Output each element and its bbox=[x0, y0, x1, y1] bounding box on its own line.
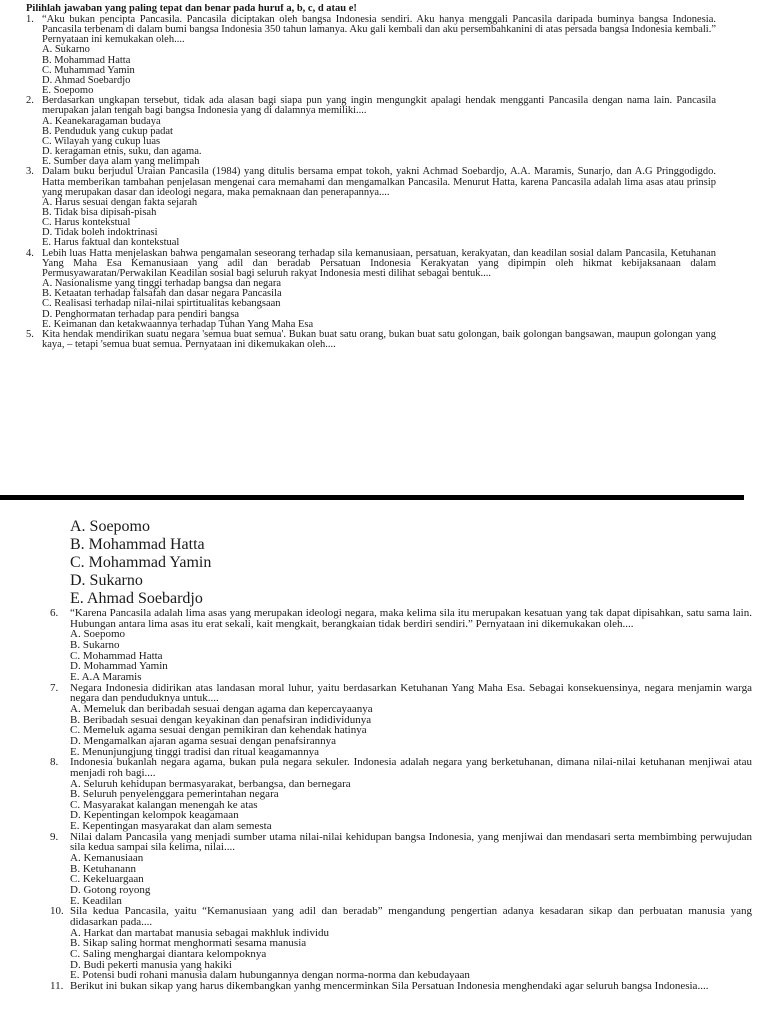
question-item bbox=[50, 683, 752, 758]
question-number: 5. bbox=[26, 328, 34, 340]
answer-option: A. Memeluk dan beribadah sesuai dengan agama dan kepercayaanya bbox=[70, 702, 373, 715]
answer-option: D. Penghormatan terhadap para pendiri bangsa bbox=[42, 308, 240, 320]
continued-options bbox=[50, 518, 752, 608]
option-list bbox=[26, 45, 716, 96]
question-row bbox=[50, 683, 752, 704]
question-row bbox=[50, 832, 752, 853]
option-list bbox=[50, 853, 752, 906]
question-text: Lebih luas Hatta menjelaskan bahwa pengamalan seseorang terhadap sila kemanusiaan, persatuan, kerakyatan, dan keadilan sosial dalam Pancasila, Ketuhanan Yang Maha Esa Kemanusiaan yang adil dan beradab Persatuan Indonesia Kerakyatan yang dipimpin oleh hikmat kebijaksanaan dalam Permusyawaratan/Perwakilan Keadilan sosial bagi seluruh rakyat Indonesia mesti dilihat sebagai bentuk.... bbox=[42, 247, 716, 279]
answer-option: E. Keimanan dan ketakwaannya terhadap Tuhan Yang Maha Esa bbox=[42, 318, 314, 330]
answer-option: B. Mohammad Hatta bbox=[70, 536, 205, 553]
question-item bbox=[26, 167, 716, 248]
question-row bbox=[26, 96, 716, 116]
answer-option: B. Sukarno bbox=[70, 638, 120, 651]
instruction-text: Pilihlah jawaban yang paling tepat dan benar pada huruf a, b, c, d atau e! bbox=[26, 4, 357, 14]
answer-option: A. Soepomo bbox=[70, 518, 150, 535]
answer-option: C. Realisasi terhadap nilai-nilai spirtitualitas kebangsaan bbox=[42, 298, 281, 310]
option-list bbox=[26, 117, 716, 168]
answer-option: E. A.A Maramis bbox=[70, 670, 142, 683]
answer-option: D. keragaman etnis, suku, dan agama. bbox=[42, 146, 202, 158]
question-text: “Karena Pancasila adalah lima asas yang merupakan ideologi negara, maka kelima sila itu merupakan kesatuan yang tak dapat dipisahkan, satu sama lain. Hubungan antara lima asas itu erat sekali, kait mengkait, berangkaian tidak berdiri sendiri.” Pernyataan ini dikemukakan oleh.... bbox=[70, 607, 752, 630]
question-item bbox=[26, 249, 716, 330]
question-list bbox=[26, 15, 716, 350]
question-text: Kita hendak mendirikan suatu negara 'semua buat semua'. Bukan buat satu orang, bukan buat satu golongan, baik golongan bangsawan, maupun golongan yang kaya, – tetapi 'semua buat semua. Pernyataan ini dikemukakan oleh.... bbox=[42, 328, 716, 350]
answer-option: A. Nasionalisme yang tinggi terhadap bangsa dan negara bbox=[42, 278, 282, 290]
question-item bbox=[50, 906, 752, 981]
question-text: Negara Indonesia didirikan atas landasan moral luhur, yaitu berdasarkan Ketuhanan Yang Maha Esa. Sebagai konsekuensinya, negara menjamin warga negara dan penduduknya untuk.... bbox=[70, 681, 752, 705]
question-item bbox=[50, 608, 752, 683]
answer-option: C. Harus kontekstual bbox=[42, 217, 131, 229]
option-list bbox=[26, 198, 716, 249]
question-item bbox=[50, 981, 752, 992]
answer-option: D. Budi pekerti manusia yang hakiki bbox=[70, 958, 232, 971]
question-text: Sila kedua Pancasila, yaitu “Kemanusiaan yang adil dan beradab” mengandung pengertian adanya kesadaran sikap dan perbuatan manusia yang didasarkan pada.... bbox=[70, 905, 752, 929]
question-item bbox=[26, 96, 716, 167]
answer-option: B. Ketaatan terhadap falsafah dan dasar negara Pancasila bbox=[42, 288, 282, 300]
answer-option: D. Gotong royong bbox=[70, 884, 151, 897]
option-list bbox=[50, 704, 752, 757]
answer-option: C. Muhammad Yamin bbox=[42, 64, 135, 76]
answer-option: E. Kepentingan masyarakat dan alam semesta bbox=[70, 820, 272, 833]
question-text: Dalam buku berjudul Uraian Pancasila (1984) yang ditulis bersama empat tokoh, yakni Achmad Soebardjo, A.A. Maramis, Sunarjo, dan A.G Pringgodigdo. Hatta memberikan tambahan penjelasan mengenai cara memahami dan mengamalkan Pancasila. Menurut Hatta, karena Pancasila adalah lima asas atau prinsip yang merupakan dasar dan ideologi negara, maka pemaknaan dan penerapannya.... bbox=[42, 166, 716, 198]
option-list bbox=[50, 629, 752, 682]
answer-option: E. Soepomo bbox=[42, 85, 94, 97]
question-item bbox=[50, 832, 752, 907]
question-item bbox=[50, 757, 752, 832]
question-row bbox=[50, 608, 752, 629]
answer-option: A. Harkat dan martabat manusia sebagai makhluk individu bbox=[70, 926, 330, 939]
answer-option: D. Mengamalkan ajaran agama sesuai dengan penafsirannya bbox=[70, 734, 337, 747]
answer-option: D. Sukarno bbox=[70, 572, 143, 589]
page-two bbox=[0, 518, 768, 1024]
question-number: 9. bbox=[50, 830, 59, 843]
question-item bbox=[26, 330, 716, 350]
question-row bbox=[26, 249, 716, 279]
question-row bbox=[26, 15, 716, 45]
answer-option: A. Kemanusiaan bbox=[70, 852, 144, 865]
answer-option: A. Seluruh kehidupan bermasyarakat, berbangsa, dan bernegara bbox=[70, 777, 351, 790]
answer-option: E. Harus faktual dan kontekstual bbox=[42, 237, 180, 249]
question-text: Nilai dalam Pancasila yang menjadi sumber utama nilai-nilai kehidupan bangsa Indonesia, yang menjiwai dan mendasari serta membimbing perwujudan sila kedua sampai sila kelima, nilai.... bbox=[70, 830, 752, 854]
answer-option: B. Ketuhanann bbox=[70, 862, 136, 875]
question-row bbox=[50, 757, 752, 778]
question-number: 11. bbox=[50, 979, 64, 992]
answer-option: C. Mohammad Yamin bbox=[70, 554, 212, 571]
answer-option: A. Keanekaragaman budaya bbox=[42, 115, 161, 127]
question-text: Indonesia bukanlah negara agama, bukan pula negara sekuler. Indonesia adalah negara yang berketuhanan, dimana nilai-nilai ketuhanan menjiwai atau menjadi roh bagi.... bbox=[70, 756, 752, 779]
answer-option: B. Seluruh penyelenggara pemerintahan negara bbox=[70, 788, 279, 801]
answer-option: E. Potensi budi rohani manusia dalam hubungannya dengan norma-norma dan kebudayaan bbox=[70, 969, 470, 982]
question-text: Berdasarkan ungkapan tersebut, tidak ada alasan bagi siapa pun yang ingin mengungkit apalagi hendak mengganti Pancasila dengan nama lain. Pancasila merupakan jalan tengah bagi bangsa Indonesia yang di dalamnya memiliki.... bbox=[42, 95, 716, 117]
answer-option: E. Menunjungjung tinggi tradisi dan ritual keagamannya bbox=[70, 745, 319, 758]
answer-option: C. Masyarakat kalangan menengah ke atas bbox=[70, 798, 258, 811]
answer-option: A. Harus sesuai dengan fakta sejarah bbox=[42, 196, 198, 208]
option-list bbox=[26, 279, 716, 330]
answer-option: C. Mohammad Hatta bbox=[70, 649, 163, 662]
answer-option: B. Mohammad Hatta bbox=[42, 54, 131, 66]
answer-option: C. Kekeluargaan bbox=[70, 873, 144, 886]
answer-option: B. Tidak bisa dipisah-pisah bbox=[42, 206, 157, 218]
page-one bbox=[0, 4, 768, 490]
answer-option: E. Keadilan bbox=[70, 894, 122, 907]
answer-option: E. Sumber daya alam yang melimpah bbox=[42, 156, 200, 168]
answer-option: C. Wilayah yang cukup luas bbox=[42, 135, 161, 147]
answer-option: D. Mohammad Yamin bbox=[70, 660, 168, 673]
question-number: 8. bbox=[50, 756, 59, 769]
answer-option: B. Beribadah sesuai dengan keyakinan dan penafsiran indidividunya bbox=[70, 713, 372, 726]
answer-option: B. Penduduk yang cukup padat bbox=[42, 125, 173, 137]
question-number: 2. bbox=[26, 95, 34, 107]
answer-option: E. Ahmad Soebardjo bbox=[70, 590, 203, 607]
answer-option: D. Ahmad Soebardjo bbox=[42, 74, 131, 86]
question-row bbox=[26, 167, 716, 197]
question-item bbox=[26, 15, 716, 96]
question-number: 3. bbox=[26, 166, 34, 178]
answer-option: D. Kepentingan kelompok keagamaan bbox=[70, 809, 239, 822]
answer-option: C. Saling menghargai diantara kelompoknya bbox=[70, 948, 267, 960]
question-number: 1. bbox=[26, 14, 34, 25]
answer-option: D. Tidak boleh indoktrinasi bbox=[42, 227, 158, 239]
question-text: “Aku bukan pencipta Pancasila. Pancasila diciptakan oleh bangsa Indonesia sendiri. Aku hanya menggali Pancasila daripada buminya bangsa Indonesia. Pancasila terbenam di dalam bumi bangsa Indonesia 350 tahun lamanya. Aku gali kembali dan aku persembahkanini di atas persada bangsa Indonesia kembali.” Pernyataan ini kemukakan oleh.... bbox=[42, 14, 716, 46]
answer-option: A. Soepomo bbox=[70, 628, 125, 641]
question-row bbox=[50, 981, 752, 992]
question-text: Berikut ini bukan sikap yang harus dikembangkan yanhg mencerminkan Sila Persatuan Indonesia menghendaki agar seluruh bangsa Indonesia.... bbox=[70, 979, 709, 992]
answer-option: A. Sukarno bbox=[42, 44, 90, 56]
question-number: 7. bbox=[50, 681, 59, 694]
option-list bbox=[50, 928, 752, 981]
answer-option: B. Sikap saling hormat menghormati sesama manusia bbox=[70, 937, 307, 950]
option-list bbox=[50, 779, 752, 832]
question-number: 6. bbox=[50, 607, 59, 619]
page-divider bbox=[0, 495, 744, 500]
question-row bbox=[26, 330, 716, 350]
question-row bbox=[50, 906, 752, 927]
question-list bbox=[50, 608, 752, 992]
answer-option: C. Memeluk agama sesuai dengan pemikiran dan kehendak hatinya bbox=[70, 724, 367, 737]
question-number: 10. bbox=[50, 905, 64, 918]
question-number: 4. bbox=[26, 247, 34, 259]
